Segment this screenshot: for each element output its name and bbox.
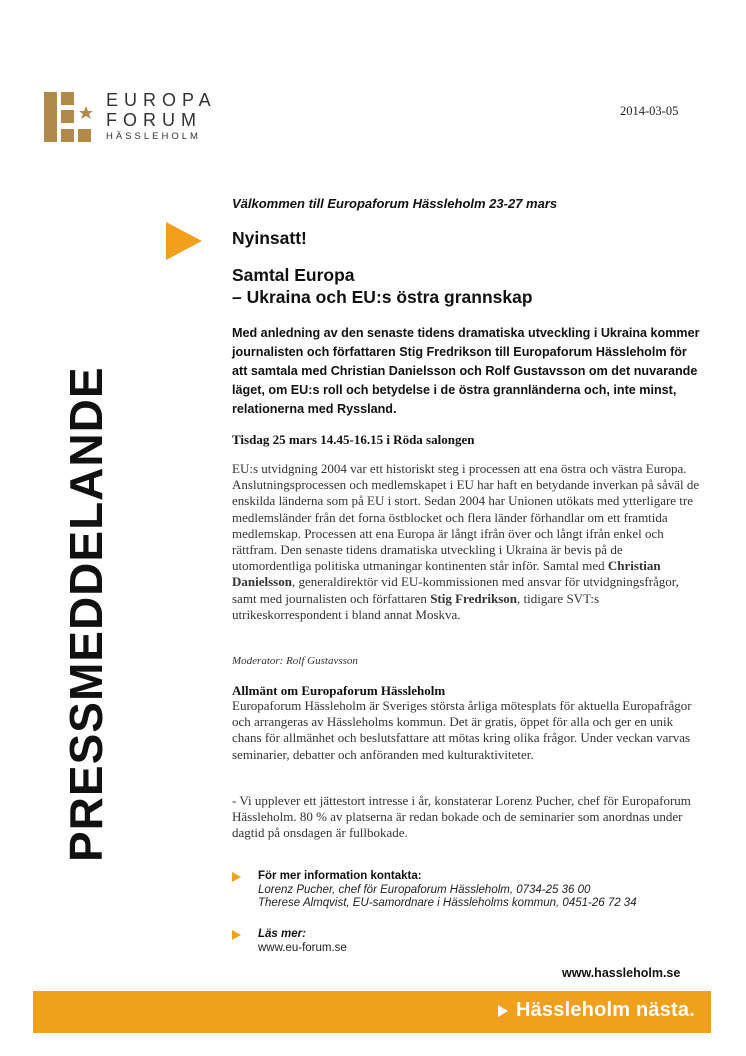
headline-line2: – Ukraina och EU:s östra grannskap (232, 287, 533, 307)
slogan-arrow-icon (498, 1005, 508, 1017)
footer-bar (33, 991, 711, 1033)
play-arrow-icon (166, 222, 202, 260)
body-text-3: , tidigare SVT:s utrikeskorrespondent i bland annat Moskva. (232, 590, 600, 622)
slogan (498, 999, 695, 1022)
nyinsatt-label: Nyinsatt! (232, 228, 307, 248)
about-paragraph: Europaforum Hässleholm är Sveriges största årliga mötesplats för aktuella Europafrågor och arrangeras av Hässleholms kommun. Det är gratis, öppet för alla och ger en unik chans för allmänhet och beslutsfattare att mötas kring olika frågor. Under veckan varvas seminarier, debatter och anföranden med kulturaktiviteter. (232, 698, 692, 762)
contact-line-1: Lorenz Pucher, chef för Europaforum Hässleholm, 0734-25 36 00 (258, 883, 591, 896)
logo-wordmark (106, 90, 217, 143)
readmore-link[interactable]: www.eu-forum.se (258, 941, 347, 954)
quote-paragraph: - Vi upplever ett jättestort intresse i år, konstaterar Lorenz Pucher, chef för Europaforum Hässleholm. 80 % av platserna är redan bokade och de seminarier som anordnas under dagtid på onsdagen är fullbokade. (232, 793, 691, 841)
lead-paragraph: Med anledning av den senaste tidens dramatiska utveckling i Ukraina kommer journalisten och författaren Stig Fredrikson till Europaforum Hässleholm för att samtala med Christian Danielsson och Rolf Gustavsson om det nuvarande läget, om EU:s roll och betydelse i de östra grannländerna och, inte minst, relationerna med Ryssland. (232, 326, 700, 416)
logo-line-hassleholm: HÄSSLEHOLM (106, 131, 201, 142)
contact-line-2: Therese Almqvist, EU-samordnare i Hässleholms kommun, 0451-26 72 34 (258, 897, 637, 909)
body-text-1: EU:s utvidgning 2004 var ett historiskt steg i processen att ena östra och västra Europa. Anslutningsprocessen och medlemskapet i EU har haft en betydande inverkan på såväl de enskilda länderna som på EU i stort. Sedan 2004 har Unionen utökats med ytterligare tre medlemsländer från det forna östblocket och flera länder förhandlar om ett framtida medlemskap. Processen att ena Europa är långt ifrån över och långt ifrån enkel och rättfram. Den senaste tidens dramatiska utveckling i Ukraina är bevis på de utomordentliga politiska utmaningar kontinenten står inför. Samtal med (232, 461, 700, 574)
event-time: Tisdag 25 mars 14.45-16.15 i Röda salongen (232, 432, 475, 447)
logo-line-forum: FORUM (106, 110, 202, 130)
body-text-2: , generaldirektör vid EU-kommissionen med ansvar för utvidgningsfrågor, samt med journalisten och författaren (232, 574, 679, 606)
readmore-block (232, 928, 347, 955)
website-link[interactable]: www.hassleholm.se (562, 966, 681, 980)
contact-block (232, 870, 637, 911)
bullet-arrow-icon (232, 930, 241, 940)
slogan-text: Hässleholm nästa. (515, 999, 695, 1021)
contact-title: För mer information kontakta: (258, 870, 422, 882)
about-title: Allmänt om Europaforum Hässleholm (232, 683, 446, 698)
speaker-name-2: Stig Fredrikson (430, 590, 517, 606)
logo-mark (44, 92, 96, 142)
moderator-line: Moderator: Rolf Gustavsson (232, 655, 358, 667)
intro-line: Välkommen till Europaforum Hässleholm 23-27 mars (232, 196, 558, 211)
speaker-name-1: Christian Danielsson (232, 558, 661, 590)
logo-line-europa: EUROPA (106, 90, 217, 110)
body-paragraph (232, 461, 702, 623)
headline-line1: Samtal Europa (232, 265, 355, 285)
vertical-heading: PRESSMEDDELANDE (60, 366, 112, 862)
headline (232, 264, 702, 308)
readmore-title: Läs mer: (258, 928, 306, 940)
bullet-arrow-icon (232, 872, 241, 882)
document-date: 2014-03-05 (620, 104, 679, 118)
